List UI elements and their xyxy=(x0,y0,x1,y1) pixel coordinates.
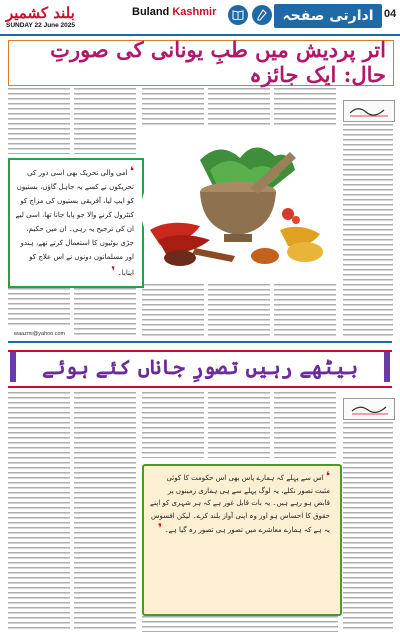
section-divider xyxy=(8,341,392,343)
text-lines xyxy=(208,392,270,458)
text-lines xyxy=(74,288,136,338)
text-lines xyxy=(74,88,136,154)
text-lines xyxy=(8,88,70,154)
text-lines xyxy=(274,392,336,458)
article2-column-3 xyxy=(142,392,204,458)
article2-pullquote xyxy=(150,470,330,606)
text-lines xyxy=(142,284,204,338)
article1-column-4b xyxy=(274,284,336,338)
text-lines xyxy=(142,88,204,128)
section-title: ادارتی صفحہ xyxy=(274,4,382,28)
text-lines xyxy=(142,616,338,632)
text-lines xyxy=(8,392,70,632)
article2-headline: بیٹھے رہیں تصورِ جاناں کئے ہوئے xyxy=(41,355,359,379)
issue-date: SUNDAY 22 June 2025 xyxy=(6,22,76,29)
article1-pullquote-text: امی والی تحریک بھی اسی دور کی تحریکوں نے کسے بہ جاہل گاؤں، بستیوں کو ایپ لیا، آفریقی بستیوں کی مزاج کو کنٹرول کرنے والا جو پایا جاتا تھا، اسی لیے ان کی ترجیح یہ رہی۔ ان میں حکیم، جڑی بوٹیوں کا استعمال کرتے تھے، ہندو اور مسلمانوں دونوں نے اس علاج کو اپنایا۔ xyxy=(15,169,134,276)
article1-column-1a xyxy=(8,88,70,154)
brand-logo-urdu: بلند کشمیر xyxy=(6,4,75,22)
text-lines xyxy=(208,284,270,338)
headline-bar-right xyxy=(384,352,390,382)
article2-column-6 xyxy=(343,422,393,632)
text-lines xyxy=(343,422,393,632)
text-lines xyxy=(274,88,336,128)
text-lines xyxy=(74,392,136,632)
author-email: waazmi@yahoo.com xyxy=(14,331,66,337)
book-icon xyxy=(228,5,248,25)
article1-pullquote xyxy=(14,164,134,276)
herbs-mortar-illustration xyxy=(140,130,335,280)
paper-name-part-1: Buland xyxy=(132,6,170,18)
pen-icon xyxy=(252,5,272,25)
text-lines xyxy=(343,124,393,338)
paper-name xyxy=(132,6,216,18)
article2-column-1 xyxy=(8,392,70,632)
text-lines xyxy=(142,392,204,458)
open-quote-icon: ❛ xyxy=(325,470,330,483)
article1-column-3b xyxy=(208,284,270,338)
open-quote-icon: ❛ xyxy=(129,164,134,178)
article1-column-4 xyxy=(274,88,336,128)
article2-column-5 xyxy=(274,392,336,458)
headline-bar-left xyxy=(10,352,16,382)
author-byline-1 xyxy=(343,100,395,122)
article2-pullquote-text: اس سے پہلے کہ ہمارے پاس بھی اس حکومت کا کوئی مثبت تصور نکلے، یہ لوگ پہلے سے ہی ہماری زمینوں پر قابض ہو رہے ہیں۔ یہ بات قابل غور ہے کہ ہر شہری کو اپنے حقوق کا احساس ہو اور وہ اپنی آواز بلند کرے۔ لیکن افسوس یہ ہے کہ ہمارے معاشرے میں تصور ہی تصور رہ گیا ہے۔ xyxy=(150,474,330,534)
close-quote-icon: ❜ xyxy=(158,521,163,535)
text-lines xyxy=(274,284,336,338)
article1-column-3 xyxy=(208,88,270,128)
text-lines xyxy=(8,288,70,328)
article1-column-2b xyxy=(142,284,204,338)
article2-column-bottom xyxy=(142,616,338,632)
close-quote-icon: ❜ xyxy=(111,264,116,276)
article1-headline: اتر پردیش میں طبِ یونانی کی صورتِ حال: ایک جائزہ xyxy=(50,37,386,87)
article1-column-1c xyxy=(8,288,70,328)
author-byline-2 xyxy=(343,398,395,420)
article1-column-1d xyxy=(74,288,136,338)
article1-column-5 xyxy=(343,124,393,338)
article1-column-1b xyxy=(74,88,136,154)
article2-column-4 xyxy=(208,392,270,458)
text-lines xyxy=(208,88,270,128)
paper-name-part-2: Kashmir xyxy=(172,6,217,18)
article2-column-2 xyxy=(74,392,136,632)
article1-column-2 xyxy=(142,88,204,128)
page-number: 04 xyxy=(384,8,397,20)
